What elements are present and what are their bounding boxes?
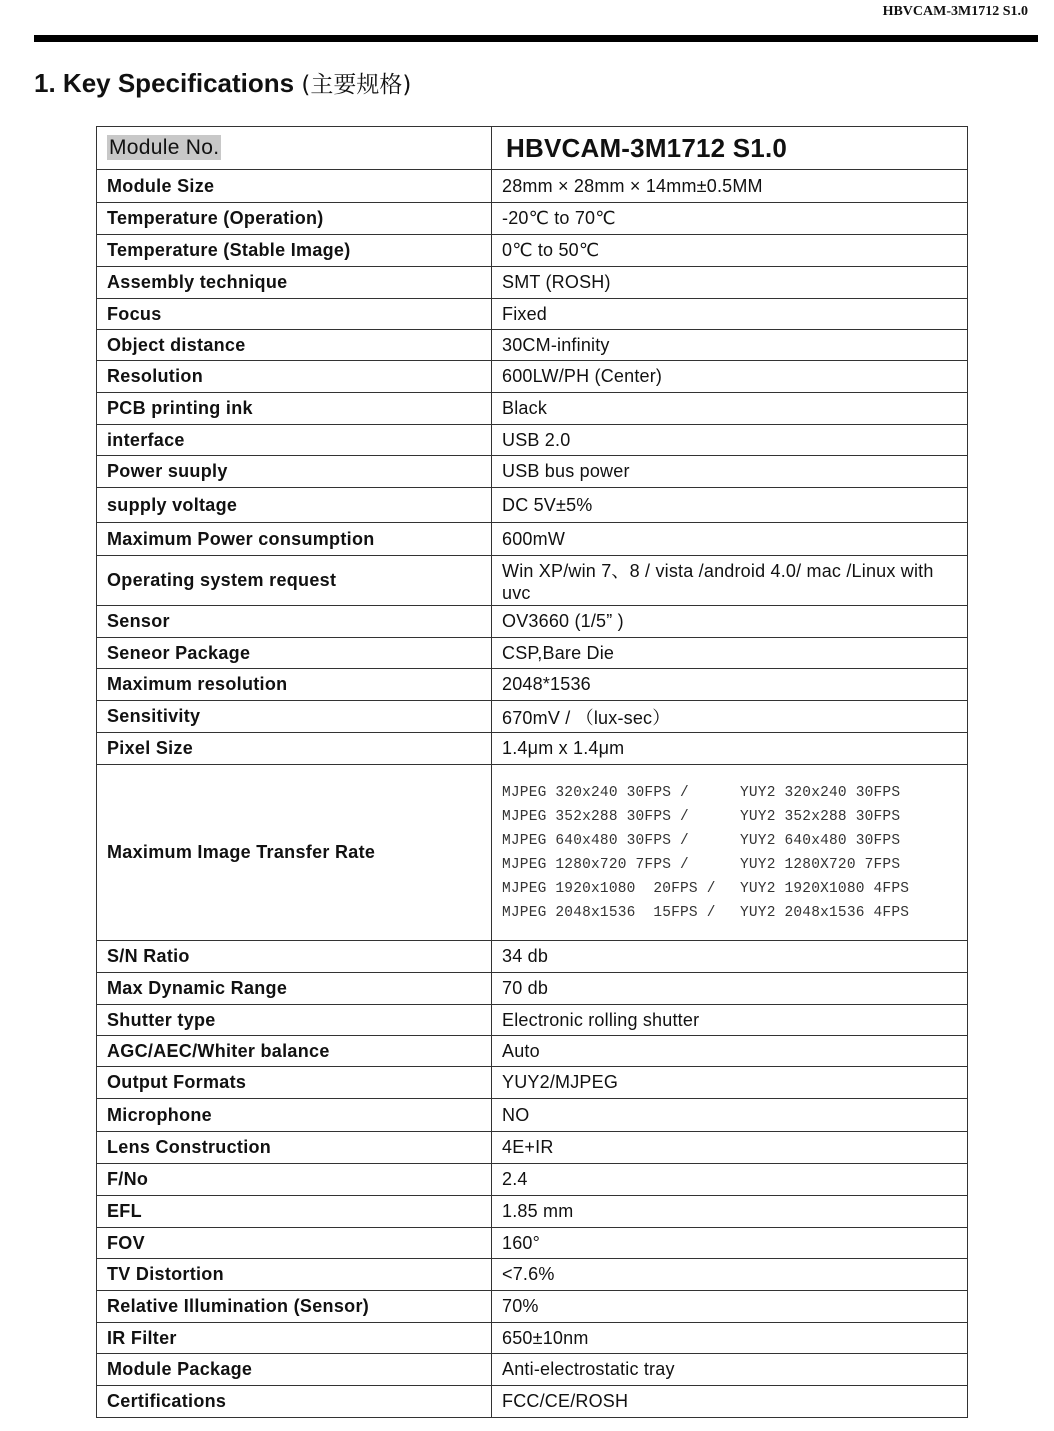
spec-label: Microphone bbox=[97, 1099, 492, 1132]
section-title bbox=[34, 66, 411, 99]
spec-rows-group-1 bbox=[97, 170, 968, 765]
spec-label: EFL bbox=[97, 1196, 492, 1228]
transfer-rate-mjpeg: MJPEG 640x480 30FPS / bbox=[502, 832, 689, 849]
spec-value: FCC/CE/ROSH bbox=[492, 1386, 968, 1418]
spec-row bbox=[97, 170, 968, 203]
spec-row bbox=[97, 1323, 968, 1354]
spec-row bbox=[97, 973, 968, 1005]
spec-value: Win XP/win 7、8 / vista /android 4.0/ mac /Linux with uvc bbox=[492, 556, 968, 606]
spec-value: Fixed bbox=[492, 299, 968, 330]
spec-row bbox=[97, 1005, 968, 1036]
spec-value: -20℃ to 70℃ bbox=[492, 203, 968, 235]
transfer-rate-mjpeg: MJPEG 2048x1536 15FPS / bbox=[502, 904, 716, 921]
transfer-rate-yuy2: YUY2 320x240 30FPS bbox=[740, 784, 901, 801]
spec-rows-group-2 bbox=[97, 941, 968, 1418]
spec-row bbox=[97, 638, 968, 669]
spec-value: 70 db bbox=[492, 973, 968, 1005]
spec-header-label: Module No. bbox=[109, 136, 220, 159]
spec-row bbox=[97, 456, 968, 488]
section-number: 1. bbox=[34, 68, 56, 98]
transfer-rate-yuy2: YUY2 1920X1080 4FPS bbox=[740, 880, 910, 897]
spec-value: 2048*1536 bbox=[492, 669, 968, 701]
spec-label: Certifications bbox=[97, 1386, 492, 1418]
spec-value: USB 2.0 bbox=[492, 425, 968, 456]
spec-label: PCB printing ink bbox=[97, 393, 492, 425]
header-rule bbox=[34, 35, 1038, 42]
spec-value: 600LW/PH (Center) bbox=[492, 361, 968, 393]
spec-value: Electronic rolling shutter bbox=[492, 1005, 968, 1036]
spec-value: 160° bbox=[492, 1228, 968, 1259]
spec-label: Maximum Image Transfer Rate bbox=[97, 765, 492, 941]
spec-row bbox=[97, 1067, 968, 1099]
spec-row bbox=[97, 733, 968, 765]
spec-header-label-cell bbox=[97, 127, 492, 170]
spec-row bbox=[97, 235, 968, 267]
spec-value: 28mm × 28mm × 14mm±0.5MM bbox=[492, 170, 968, 203]
spec-label: Pixel Size bbox=[97, 733, 492, 765]
transfer-rate-yuy2: YUY2 640x480 30FPS bbox=[740, 832, 901, 849]
spec-label: Temperature (Operation) bbox=[97, 203, 492, 235]
spec-label: Temperature (Stable Image) bbox=[97, 235, 492, 267]
spec-value: 0℃ to 50℃ bbox=[492, 235, 968, 267]
spec-row-transfer-rate bbox=[97, 765, 968, 941]
transfer-rate-list bbox=[502, 779, 957, 927]
spec-label: F/No bbox=[97, 1164, 492, 1196]
spec-row bbox=[97, 523, 968, 556]
spec-label: Module Package bbox=[97, 1354, 492, 1386]
spec-row bbox=[97, 1228, 968, 1259]
spec-label: Operating system request bbox=[97, 556, 492, 606]
spec-row bbox=[97, 425, 968, 456]
spec-row bbox=[97, 393, 968, 425]
section-title-cn: (主要规格) bbox=[301, 72, 412, 98]
transfer-rate-mjpeg: MJPEG 352x288 30FPS / bbox=[502, 808, 689, 825]
spec-value: 1.85 mm bbox=[492, 1196, 968, 1228]
spec-label: Maximum Power consumption bbox=[97, 523, 492, 556]
spec-row bbox=[97, 1164, 968, 1196]
spec-label: Relative Illumination (Sensor) bbox=[97, 1291, 492, 1323]
spec-label: TV Distortion bbox=[97, 1259, 492, 1291]
spec-row bbox=[97, 606, 968, 638]
spec-value bbox=[492, 765, 968, 941]
spec-label: Resolution bbox=[97, 361, 492, 393]
transfer-rate-yuy2: YUY2 2048x1536 4FPS bbox=[740, 904, 910, 921]
spec-value: 70% bbox=[492, 1291, 968, 1323]
spec-row bbox=[97, 1386, 968, 1418]
spec-label: Sensitivity bbox=[97, 701, 492, 733]
spec-row bbox=[97, 941, 968, 973]
spec-label: Focus bbox=[97, 299, 492, 330]
spec-label: S/N Ratio bbox=[97, 941, 492, 973]
spec-value: 670mV / （lux-sec） bbox=[492, 701, 968, 733]
spec-value: 650±10nm bbox=[492, 1323, 968, 1354]
spec-value: NO bbox=[492, 1099, 968, 1132]
transfer-rate-mjpeg: MJPEG 1920x1080 20FPS / bbox=[502, 880, 716, 897]
spec-value: YUY2/MJPEG bbox=[492, 1067, 968, 1099]
spec-row bbox=[97, 1196, 968, 1228]
spec-row bbox=[97, 361, 968, 393]
spec-value: DC 5V±5% bbox=[492, 488, 968, 523]
spec-header-row bbox=[97, 127, 968, 170]
spec-label: Maximum resolution bbox=[97, 669, 492, 701]
spec-label: Max Dynamic Range bbox=[97, 973, 492, 1005]
spec-label: Assembly technique bbox=[97, 267, 492, 299]
spec-row bbox=[97, 556, 968, 606]
spec-label: Output Formats bbox=[97, 1067, 492, 1099]
spec-value: 30CM-infinity bbox=[492, 330, 968, 361]
spec-label: AGC/AEC/Whiter balance bbox=[97, 1036, 492, 1067]
spec-value: 2.4 bbox=[492, 1164, 968, 1196]
spec-row bbox=[97, 203, 968, 235]
spec-row bbox=[97, 488, 968, 523]
spec-label: IR Filter bbox=[97, 1323, 492, 1354]
spec-value: USB bus power bbox=[492, 456, 968, 488]
spec-value: SMT (ROSH) bbox=[492, 267, 968, 299]
spec-row bbox=[97, 1132, 968, 1164]
spec-value: <7.6% bbox=[492, 1259, 968, 1291]
spec-label: Module Size bbox=[97, 170, 492, 203]
spec-label: Power suuply bbox=[97, 456, 492, 488]
spec-label: Sensor bbox=[97, 606, 492, 638]
document-id: HBVCAM-3M1712 S1.0 bbox=[882, 4, 1028, 19]
spec-label: supply voltage bbox=[97, 488, 492, 523]
spec-row bbox=[97, 330, 968, 361]
spec-label: Shutter type bbox=[97, 1005, 492, 1036]
spec-row bbox=[97, 701, 968, 733]
spec-value: 600mW bbox=[492, 523, 968, 556]
spec-label: interface bbox=[97, 425, 492, 456]
spec-value: 34 db bbox=[492, 941, 968, 973]
spec-row bbox=[97, 1354, 968, 1386]
spec-value: Black bbox=[492, 393, 968, 425]
spec-value: Auto bbox=[492, 1036, 968, 1067]
transfer-rate-mjpeg: MJPEG 1280x720 7FPS / bbox=[502, 856, 689, 873]
spec-value: CSP,Bare Die bbox=[492, 638, 968, 669]
spec-value: 1.4μm x 1.4μm bbox=[492, 733, 968, 765]
transfer-rate-yuy2: YUY2 1280X720 7FPS bbox=[740, 856, 901, 873]
spec-header-value: HBVCAM-3M1712 S1.0 bbox=[492, 127, 968, 170]
transfer-rate-yuy2: YUY2 352x288 30FPS bbox=[740, 808, 901, 825]
spec-row bbox=[97, 267, 968, 299]
spec-row bbox=[97, 669, 968, 701]
spec-row bbox=[97, 299, 968, 330]
spec-label: Object distance bbox=[97, 330, 492, 361]
spec-row bbox=[97, 1291, 968, 1323]
spec-label: Lens Construction bbox=[97, 1132, 492, 1164]
spec-label: Seneor Package bbox=[97, 638, 492, 669]
spec-row bbox=[97, 1099, 968, 1132]
spec-value: Anti-electrostatic tray bbox=[492, 1354, 968, 1386]
spec-label: FOV bbox=[97, 1228, 492, 1259]
section-title-text: Key Specifications bbox=[62, 68, 295, 98]
spec-row bbox=[97, 1036, 968, 1067]
spec-value: OV3660 (1/5” ) bbox=[492, 606, 968, 638]
spec-row bbox=[97, 1259, 968, 1291]
spec-value: 4E+IR bbox=[492, 1132, 968, 1164]
spec-table bbox=[96, 126, 968, 1418]
transfer-rate-mjpeg: MJPEG 320x240 30FPS / bbox=[502, 784, 689, 801]
